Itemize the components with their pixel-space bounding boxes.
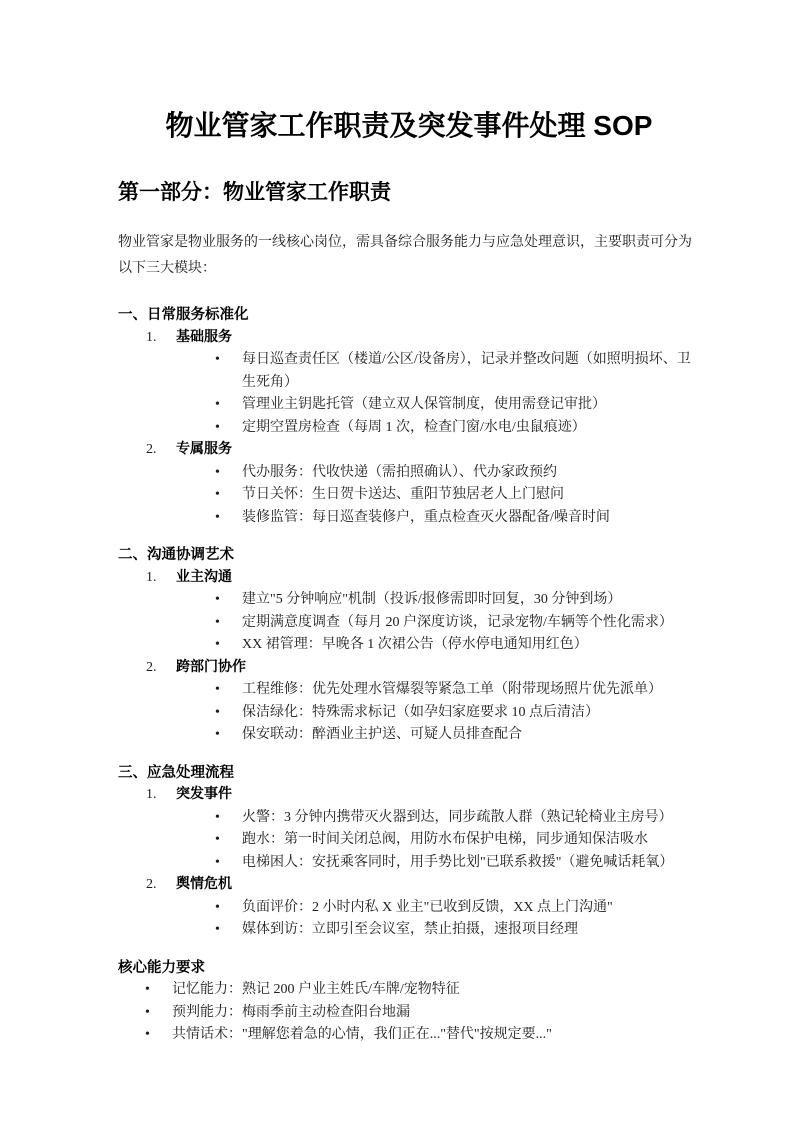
subsection-heading — [146, 567, 700, 590]
bullet-marker: • — [215, 592, 220, 607]
bullet-item — [215, 634, 700, 657]
bullet-item — [215, 852, 700, 875]
subsection-title: 舆情危机 — [176, 877, 232, 892]
bullet-item — [215, 484, 700, 507]
section-heading: 一、日常服务标准化 — [118, 307, 249, 323]
intro-paragraph: 物业管家是物业服务的一线核心岗位，需具备综合服务能力与应急处理意识，主要职责可分为以下三大模块： — [118, 235, 692, 276]
bullet-item — [215, 679, 700, 702]
bullet-marker: • — [145, 1004, 150, 1020]
bullet-marker: • — [215, 922, 220, 937]
bullet-text: 电梯困人：安抚乘客同时，用手势比划"已联系救援"（避免喊话耗氧） — [242, 854, 674, 870]
bullet-marker: • — [215, 487, 220, 502]
bullet-text: 代办服务：代收快递（需拍照确认）、代办家政预约 — [242, 464, 557, 480]
bullet-text: 定期空置房检查（每周 1 次，检查门窗/水电/虫鼠痕迹） — [242, 419, 586, 435]
bullet-item — [145, 1002, 700, 1025]
bullet-marker: • — [215, 854, 220, 870]
bullet-marker: • — [215, 832, 220, 847]
bullet-marker: • — [215, 509, 220, 525]
subsection-title: 业主沟通 — [176, 569, 232, 585]
bullet-marker: • — [215, 704, 220, 720]
subsection-number: 1. — [146, 569, 157, 585]
subsection-title: 突发事件 — [176, 787, 232, 802]
subsection-title: 专属服务 — [176, 442, 232, 457]
bullet-item — [215, 589, 700, 612]
bullet-item — [145, 979, 700, 1002]
core-heading: 核心能力要求 — [118, 959, 205, 976]
section-daily-service — [118, 304, 700, 529]
bullet-item — [215, 462, 700, 485]
bullet-marker: • — [215, 464, 220, 480]
section-communication — [118, 544, 700, 747]
bullet-text: 媒体到访：立即引至会议室，禁止拍摄，速报项目经理 — [242, 922, 578, 937]
bullet-marker: • — [215, 614, 220, 630]
bullet-item — [215, 394, 700, 417]
bullet-text: 火警：3 分钟内携带灭火器到达，同步疏散人群（熟记轮椅业主房号） — [242, 809, 673, 825]
bullet-marker: • — [215, 352, 220, 367]
section-core-abilities — [118, 957, 700, 1047]
bullet-text: 工程维修：优先处理水管爆裂等紧急工单（附带现场照片优先派单） — [242, 682, 662, 697]
subsection-number: 1. — [146, 329, 157, 345]
subsection-title: 基础服务 — [176, 329, 232, 345]
bullet-text: 管理业主钥匙托管（建立双人保管制度，使用需登记审批） — [242, 397, 606, 412]
bullet-item — [215, 507, 700, 530]
bullet-item — [215, 612, 700, 635]
bullet-marker: • — [145, 1027, 150, 1042]
document-title: 物业管家工作职责及突发事件处理 SOP — [165, 110, 653, 141]
bullet-text: 节日关怀：生日贺卡送达、重阳节独居老人上门慰问 — [242, 487, 564, 502]
subsection-heading — [146, 439, 700, 462]
subsection-heading — [146, 874, 700, 897]
section-heading: 三、应急处理流程 — [118, 764, 234, 781]
bullet-item — [215, 349, 700, 394]
part1-heading: 第一部分：物业管家工作职责 — [118, 181, 391, 204]
bullet-marker: • — [215, 682, 220, 697]
bullet-marker: • — [215, 809, 220, 825]
bullet-marker: • — [215, 419, 220, 435]
bullet-text: 保安联动：醉酒业主护送、可疑人员排查配合 — [242, 727, 522, 742]
bullet-text: 每日巡查责任区（楼道/公区/设备房），记录并整改问题（如照明损坏、卫生死角） — [242, 352, 691, 390]
bullet-text: 装修监管：每日巡查装修户，重点检查灭火器配备/噪音时间 — [242, 509, 610, 525]
bullet-text: 预判能力：梅雨季前主动检查阳台地漏 — [172, 1004, 410, 1020]
bullet-text: 负面评价：2 小时内私 X 业主"已收到反馈，XX 点上门沟通" — [242, 899, 613, 915]
bullet-item — [215, 724, 700, 747]
bullet-text: 跑水：第一时间关闭总阀，用防水布保护电梯，同步通知保洁吸水 — [242, 832, 648, 847]
bullet-text: 定期满意度调查（每月 20 户深度访谈，记录宠物/车辆等个性化需求） — [242, 614, 673, 630]
bullet-marker: • — [145, 982, 150, 997]
bullet-item — [215, 919, 700, 942]
subsection-heading — [146, 784, 700, 807]
subsection-title: 跨部门协作 — [176, 659, 246, 675]
bullet-item — [215, 829, 700, 852]
bullet-marker: • — [215, 727, 220, 742]
bullet-text: XX 裙管理：早晚各 1 次裙公告（停水停电通知用红色） — [242, 637, 588, 652]
subsection-number: 2. — [146, 659, 157, 675]
section-heading: 二、沟通协调艺术 — [118, 547, 234, 563]
bullet-item — [215, 702, 700, 725]
bullet-text: 建立"5 分钟响应"机制（投诉/报修需即时回复，30 分钟到场） — [242, 592, 622, 607]
bullet-item — [215, 807, 700, 830]
bullet-item — [145, 1024, 700, 1047]
bullet-item — [215, 897, 700, 920]
subsection-heading — [146, 327, 700, 350]
bullet-text: 记忆能力：熟记 200 户业主姓氏/车牌/宠物特征 — [172, 982, 460, 997]
bullet-text: 保洁绿化：特殊需求标记（如孕妇家庭要求 10 点后清洁） — [242, 704, 599, 720]
subsection-heading — [146, 657, 700, 680]
bullet-marker: • — [215, 637, 220, 652]
bullet-marker: • — [215, 397, 220, 412]
subsection-number: 2. — [146, 877, 157, 892]
subsection-number: 2. — [146, 442, 157, 457]
bullet-marker: • — [215, 899, 220, 915]
bullet-text: 共情话术："理解您着急的心情，我们正在..."替代"按规定要..." — [172, 1027, 552, 1042]
subsection-number: 1. — [146, 787, 157, 802]
bullet-item — [215, 417, 700, 440]
section-emergency — [118, 762, 700, 942]
